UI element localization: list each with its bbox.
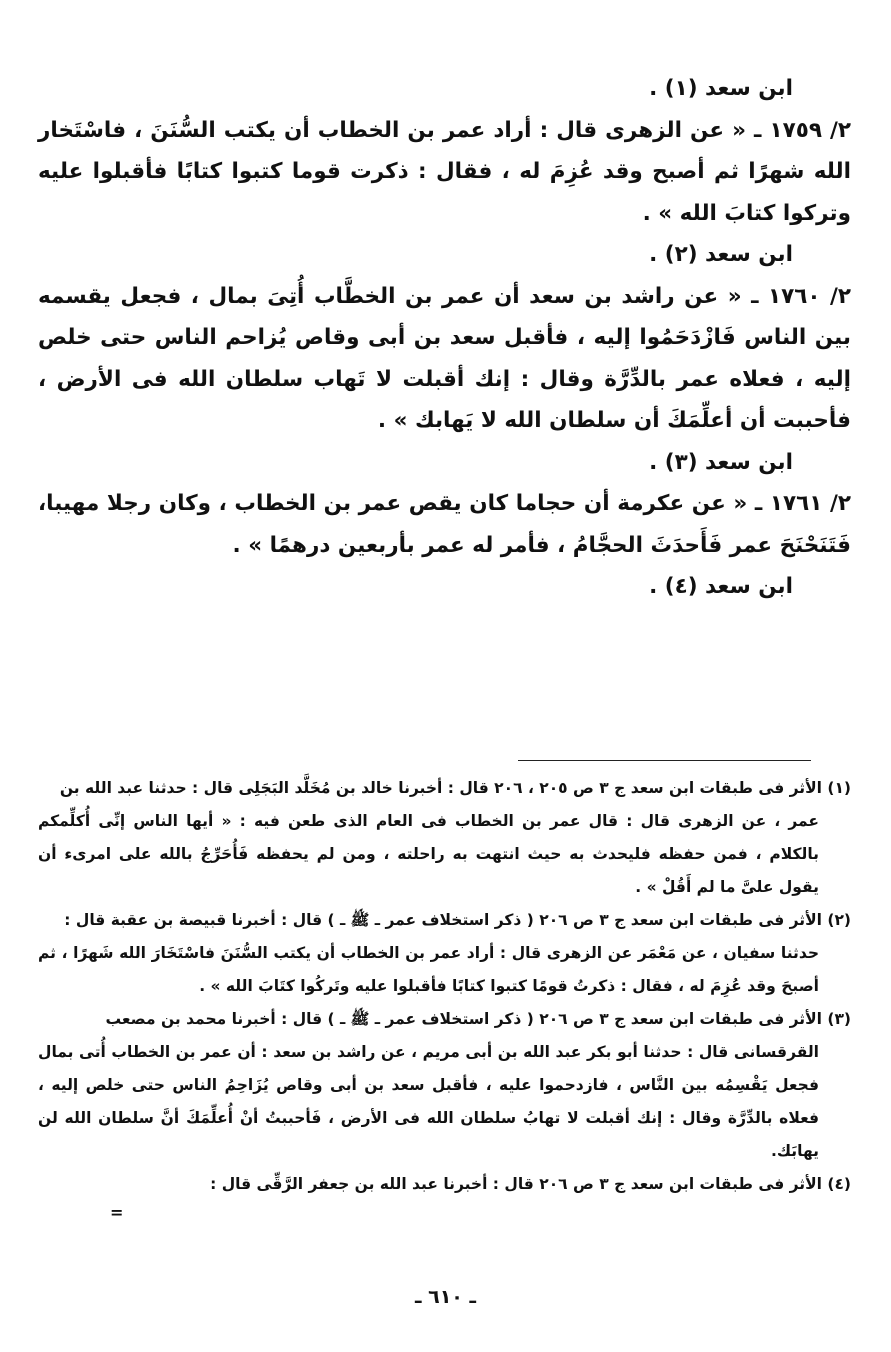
footnote-2-body: حدثنا سفيان ، عن مَعْمَر عن الزهرى قال : أراد عمر بن الخطاب أن يكتب السُّنَنَ فاسْتَخَارَ الله شَهرًا ، ثم أصبحَ وقد عُزِمَ له ، فقال : ذكرتُ قومًا كتبوا كتابًا فأقبلوا عليه وتَركُوا كتَابَ الله » . <box>38 944 819 995</box>
footnote-2-head: (٢) الأثر فى طبقات ابن سعد ج ٣ ص ٢٠٦ ( ذكر استخلاف عمر ـ ﷺ ـ ) قال : أخبرنا قبيصة بن عقبة قال : <box>64 911 851 929</box>
hadith-1759: ٢/ ١٧٥٩ ـ « عن الزهرى قال : أراد عمر بن الخطاب أن يكتب السُّنَنَ ، فاسْتَخار الله شهرًا ثم أصبح وقد عُزِمَ له ، فقال : ذكرت قوما كتبوا كتابًا فأقبلوا عليه وتركوا كتابَ الله » . <box>38 117 851 226</box>
page-number: ـ ٦١٠ ـ <box>414 1286 476 1308</box>
footnote-4-head: (٤) الأثر فى طبقات ابن سعد ج ٣ ص ٢٠٦ قال : أخبرنا عبد الله بن جعفر الرَّقِّى قال : <box>210 1175 851 1193</box>
footnote-separator <box>518 760 811 761</box>
footnote-1-body: عمر ، عن الزهرى قال : قال عمر بن الخطاب فى العام الذى طعن فيه : « أيها الناس إنِّى أُكلِّمكم بالكلام ، فمن حفظه فليحدث به حيث انتهت به راحلته ، ومن لم يحفظه فَأُحَرِّجُ بالله على امرىء أن يقول علىَّ ما لم أَقُلْ » . <box>38 812 819 896</box>
continuation-mark: = <box>110 1203 124 1222</box>
source-citation-2: ابن سعد (٢) . <box>649 242 793 267</box>
footnote-1-head: (١) الأثر فى طبقات ابن سعد ج ٣ ص ٢٠٥ ، ٢٠٦ قال : أخبرنا خالد بن مُخَلَّد البَجَلِى قال : حدثنا عبد الله بن <box>59 779 851 797</box>
hadith-1760: ٢/ ١٧٦٠ ـ « عن راشد بن سعد أن عمر بن الخطَّاب أُتِىَ بمال ، فجعل يقسمه بين الناس فَازْدَحَمُوا إليه ، فأقبل سعد بن أبى وقاص يُزاحم الناس حتى خلص إليه ، فعلاه عمر بالدِّرَّة وقال : إنك أقبلت لا تَهاب سلطان الله فى الأرض ، فأحببت أن أعلِّمَكَ أن سلطان الله لا يَهابك » . <box>38 283 851 433</box>
main-text <box>38 68 851 608</box>
hadith-1761: ٢/ ١٧٦١ ـ « عن عكرمة أن حجاما كان يقص عمر بن الخطاب ، وكان رجلا مهيبا، فَتَنَحْنَحَ عمر فَأَحدَثَ الحجَّامُ ، فأمر له عمر بأربعين درهمًا » . <box>38 491 851 558</box>
source-citation-3: ابن سعد (٣) . <box>649 449 793 475</box>
footnote-3-head: (٣) الأثر فى طبقات ابن سعد ج ٣ ص ٢٠٦ ( ذكر استخلاف عمر ـ ﷺ ـ ) قال : أخبرنا محمد بن مصعب <box>105 1010 851 1028</box>
source-citation-4: ابن سعد (٤) . <box>649 574 793 599</box>
footnote-3-body: القرقسانى قال : حدثنا أبو بكر عبد الله بن أبى مريم ، عن راشد بن سعد : أن عمر بن الخطاب أُتى بمال فجعل يَقْسِمُه بين النَّاس ، فازدحموا عليه ، فأقبل سعد بن أبى وقاص يُزَاحِمُ الناس حتى خلص إليه ، فعلاه بالدِّرَّة وقال : إنك أقبلت لا تهابُ سلطان الله فى الأرض ، فَأحببتُ أنْ أُعلِّمَكَ أنَّ سلطان الله لن يهابَك. <box>38 1043 819 1160</box>
footnotes <box>38 772 851 1201</box>
source-citation-1: ابن سعد (١) . <box>649 76 793 101</box>
